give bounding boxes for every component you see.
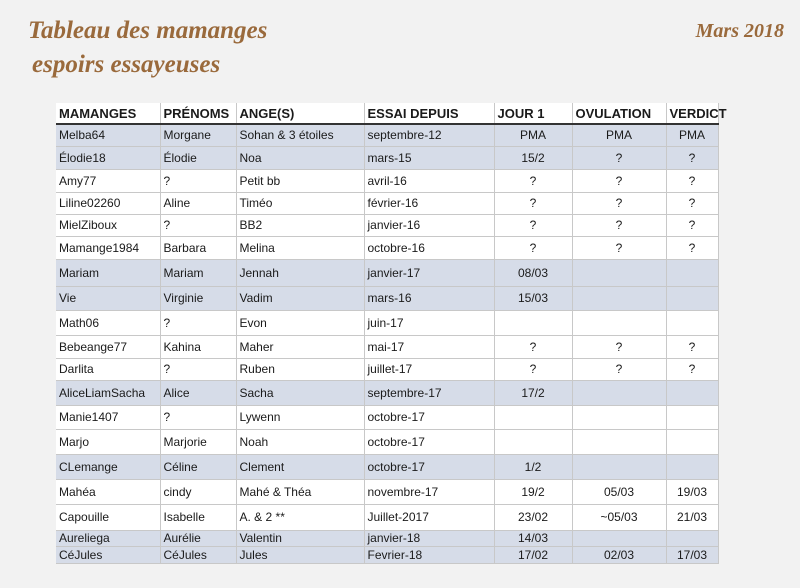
table-row [56, 479, 718, 504]
cell-mamange: CLemange [56, 454, 160, 479]
cell-essai-depuis: octobre-17 [364, 454, 494, 479]
cell-jour1 [494, 429, 572, 454]
cell-essai-depuis: janvier-16 [364, 214, 494, 236]
cell-ange: Sacha [236, 380, 364, 405]
cell-prenom: cindy [160, 479, 236, 504]
cell-mamange: Marjo [56, 429, 160, 454]
cell-jour1: 17/02 [494, 546, 572, 563]
cell-jour1: ? [494, 214, 572, 236]
col-header-ovulation: OVULATION [572, 103, 666, 124]
cell-essai-depuis: mai-17 [364, 335, 494, 358]
cell-mamange: Capouille [56, 504, 160, 530]
cell-mamange: Aureliega [56, 530, 160, 546]
cell-essai-depuis: septembre-12 [364, 124, 494, 146]
cell-jour1: PMA [494, 124, 572, 146]
cell-essai-depuis: février-16 [364, 192, 494, 214]
cell-ange: Sohan & 3 étoiles [236, 124, 364, 146]
table-row [56, 454, 718, 479]
cell-ange: Timéo [236, 192, 364, 214]
cell-verdict: ? [666, 236, 718, 259]
col-header-prenoms: PRÉNOMS [160, 103, 236, 124]
cell-ange: Valentin [236, 530, 364, 546]
table-row [56, 335, 718, 358]
cell-ange: Lywenn [236, 405, 364, 429]
cell-ovulation [572, 405, 666, 429]
cell-jour1: 15/03 [494, 286, 572, 310]
table-row [56, 259, 718, 286]
cell-prenom: ? [160, 310, 236, 335]
cell-mamange: CéJules [56, 546, 160, 563]
cell-mamange: Mariam [56, 259, 160, 286]
table-row [56, 286, 718, 310]
cell-ovulation: ~05/03 [572, 504, 666, 530]
cell-ovulation: ? [572, 358, 666, 380]
cell-ange: Clement [236, 454, 364, 479]
mamanges-table [56, 103, 727, 564]
col-header-anges: ANGE(S) [236, 103, 364, 124]
cell-prenom: Aurélie [160, 530, 236, 546]
cell-essai-depuis: Juillet-2017 [364, 504, 494, 530]
cell-verdict: ? [666, 358, 718, 380]
cell-ovulation: ? [572, 192, 666, 214]
cell-verdict [666, 259, 718, 286]
table-row [56, 405, 718, 429]
cell-prenom: ? [160, 405, 236, 429]
cell-verdict: ? [666, 146, 718, 169]
cell-verdict: ? [666, 169, 718, 192]
table-row [56, 380, 718, 405]
cell-prenom: Alice [160, 380, 236, 405]
cell-jour1: 08/03 [494, 259, 572, 286]
cell-verdict: 19/03 [666, 479, 718, 504]
cell-mamange: Mamange1984 [56, 236, 160, 259]
cell-jour1: 17/2 [494, 380, 572, 405]
col-header-verdict: VERDICT [666, 103, 718, 124]
col-header-mamanges: MAMANGES [56, 103, 160, 124]
cell-prenom: Kahina [160, 335, 236, 358]
date-label: Mars 2018 [695, 20, 784, 42]
cell-mamange: Élodie18 [56, 146, 160, 169]
cell-essai-depuis: septembre-17 [364, 380, 494, 405]
cell-essai-depuis: avril-16 [364, 169, 494, 192]
cell-verdict: PMA [666, 124, 718, 146]
cell-jour1: ? [494, 192, 572, 214]
cell-jour1: 23/02 [494, 504, 572, 530]
cell-verdict: 17/03 [666, 546, 718, 563]
cell-verdict [666, 454, 718, 479]
cell-ange: A. & 2 ** [236, 504, 364, 530]
cell-prenom: CéJules [160, 546, 236, 563]
cell-jour1 [494, 405, 572, 429]
table-row [56, 146, 718, 169]
cell-essai-depuis: octobre-17 [364, 405, 494, 429]
cell-jour1: 14/03 [494, 530, 572, 546]
cell-verdict: 21/03 [666, 504, 718, 530]
table-row [56, 236, 718, 259]
cell-prenom: Virginie [160, 286, 236, 310]
cell-essai-depuis: octobre-17 [364, 429, 494, 454]
table-body [56, 124, 718, 563]
cell-ovulation: PMA [572, 124, 666, 146]
table-row [56, 546, 718, 563]
cell-jour1: ? [494, 358, 572, 380]
cell-ovulation [572, 454, 666, 479]
table-row [56, 358, 718, 380]
title-line-2: espoirs essayeuses [32, 51, 221, 78]
cell-mamange: Amy77 [56, 169, 160, 192]
cell-jour1: ? [494, 236, 572, 259]
cell-prenom: Céline [160, 454, 236, 479]
cell-mamange: Vie [56, 286, 160, 310]
cell-prenom: Isabelle [160, 504, 236, 530]
page-title [28, 14, 267, 82]
cell-essai-depuis: janvier-17 [364, 259, 494, 286]
cell-prenom: Marjorie [160, 429, 236, 454]
cell-prenom: ? [160, 358, 236, 380]
table-row [56, 214, 718, 236]
cell-ange: Melina [236, 236, 364, 259]
cell-ovulation: ? [572, 335, 666, 358]
cell-ange: Ruben [236, 358, 364, 380]
cell-ovulation [572, 380, 666, 405]
cell-verdict: ? [666, 192, 718, 214]
cell-ange: Mahé & Théa [236, 479, 364, 504]
cell-mamange: AliceLiamSacha [56, 380, 160, 405]
cell-ovulation: ? [572, 146, 666, 169]
cell-mamange: Darlita [56, 358, 160, 380]
cell-ovulation [572, 530, 666, 546]
cell-ovulation [572, 429, 666, 454]
cell-prenom: Barbara [160, 236, 236, 259]
cell-ange: Petit bb [236, 169, 364, 192]
cell-mamange: MielZiboux [56, 214, 160, 236]
cell-essai-depuis: novembre-17 [364, 479, 494, 504]
cell-prenom: Aline [160, 192, 236, 214]
cell-jour1: 19/2 [494, 479, 572, 504]
col-header-jour1: JOUR 1 [494, 103, 572, 124]
cell-essai-depuis: Fevrier-18 [364, 546, 494, 563]
cell-mamange: Math06 [56, 310, 160, 335]
cell-ange: Vadim [236, 286, 364, 310]
cell-ovulation [572, 286, 666, 310]
cell-essai-depuis: mars-15 [364, 146, 494, 169]
cell-ange: Evon [236, 310, 364, 335]
cell-prenom: ? [160, 169, 236, 192]
cell-mamange: Liline02260 [56, 192, 160, 214]
cell-mamange: Mahéa [56, 479, 160, 504]
cell-verdict [666, 286, 718, 310]
cell-prenom: Morgane [160, 124, 236, 146]
cell-ange: Jennah [236, 259, 364, 286]
cell-essai-depuis: janvier-18 [364, 530, 494, 546]
cell-prenom: ? [160, 214, 236, 236]
title-line-1: Tableau des mamanges [28, 17, 268, 44]
cell-ovulation: 02/03 [572, 546, 666, 563]
table-row [56, 124, 718, 146]
table-row [56, 504, 718, 530]
cell-verdict: ? [666, 335, 718, 358]
cell-verdict [666, 530, 718, 546]
cell-essai-depuis: juillet-17 [364, 358, 494, 380]
table-row [56, 429, 718, 454]
cell-mamange: Melba64 [56, 124, 160, 146]
table-row [56, 192, 718, 214]
cell-verdict [666, 380, 718, 405]
cell-ange: Noa [236, 146, 364, 169]
cell-ovulation [572, 310, 666, 335]
cell-essai-depuis: octobre-16 [364, 236, 494, 259]
cell-verdict [666, 310, 718, 335]
cell-verdict [666, 429, 718, 454]
cell-ange: Jules [236, 546, 364, 563]
cell-essai-depuis: mars-16 [364, 286, 494, 310]
cell-ovulation: ? [572, 236, 666, 259]
table-row [56, 530, 718, 546]
cell-prenom: Mariam [160, 259, 236, 286]
cell-jour1: ? [494, 335, 572, 358]
cell-prenom: Élodie [160, 146, 236, 169]
cell-jour1: 1/2 [494, 454, 572, 479]
cell-essai-depuis: juin-17 [364, 310, 494, 335]
cell-verdict [666, 405, 718, 429]
table-row [56, 169, 718, 192]
col-header-essai-depuis: ESSAI DEPUIS [364, 103, 494, 124]
cell-jour1: 15/2 [494, 146, 572, 169]
cell-ovulation: 05/03 [572, 479, 666, 504]
table-row [56, 310, 718, 335]
cell-jour1 [494, 310, 572, 335]
cell-mamange: Manie1407 [56, 405, 160, 429]
cell-jour1: ? [494, 169, 572, 192]
cell-ange: Maher [236, 335, 364, 358]
cell-ange: Noah [236, 429, 364, 454]
cell-ovulation: ? [572, 214, 666, 236]
cell-ange: BB2 [236, 214, 364, 236]
cell-verdict: ? [666, 214, 718, 236]
cell-mamange: Bebeange77 [56, 335, 160, 358]
table-header-row [56, 103, 718, 124]
cell-ovulation: ? [572, 169, 666, 192]
cell-ovulation [572, 259, 666, 286]
